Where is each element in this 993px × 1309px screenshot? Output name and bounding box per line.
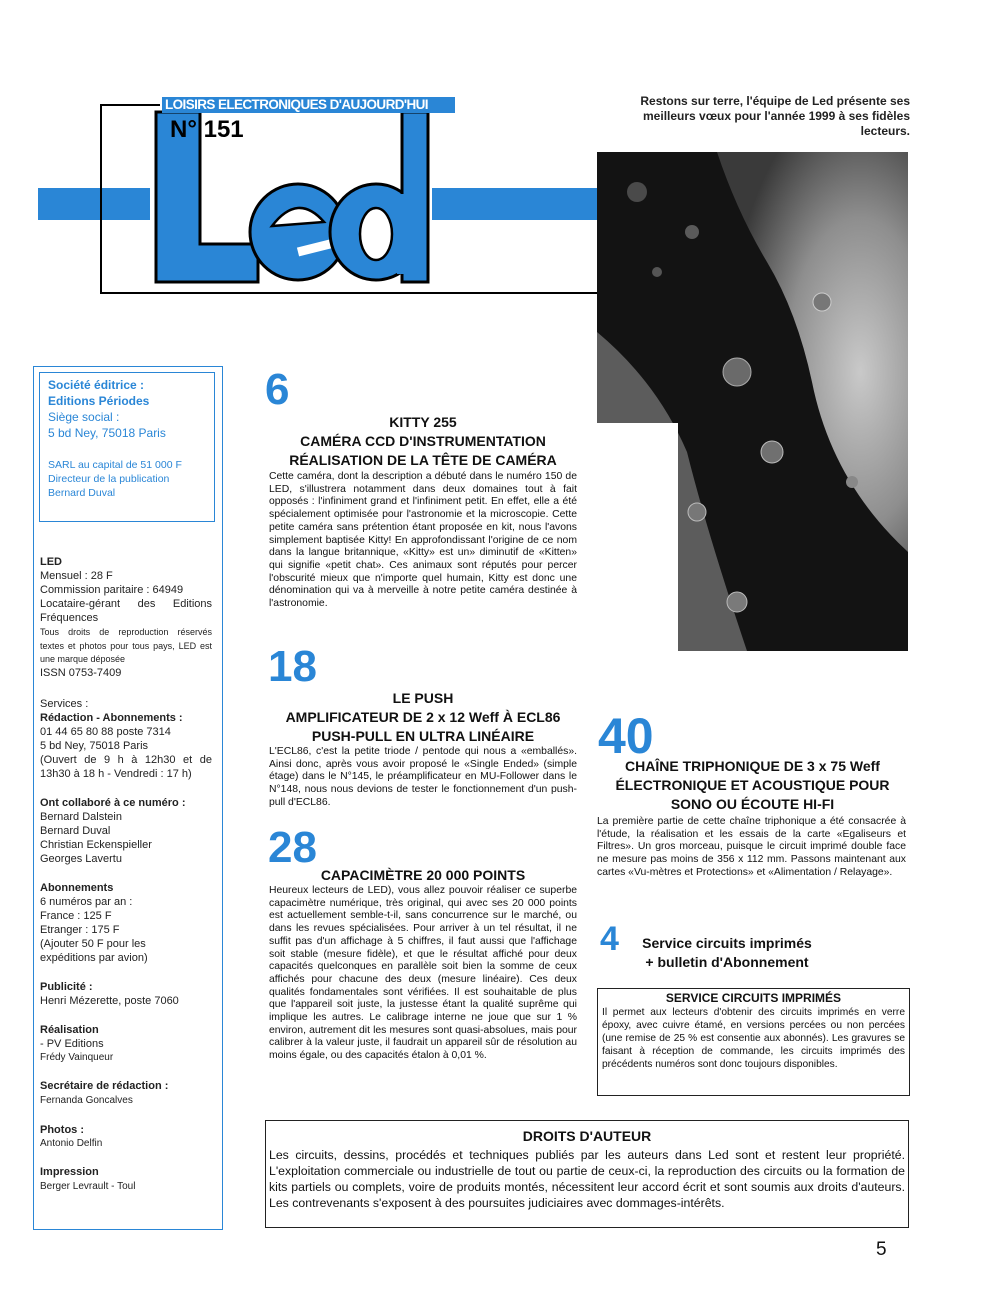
print-line: Berger Levrault - Toul <box>40 1181 136 1192</box>
copyright-title: DROITS D'AUTEUR <box>522 1128 652 1144</box>
copyright-box <box>265 1120 909 1228</box>
photo-notch <box>597 423 678 651</box>
logo-frame-bottom <box>100 292 620 294</box>
services-address: 5 bd Ney, 75018 Paris <box>40 740 149 752</box>
print-title: Impression <box>40 1166 99 1178</box>
abo-line-1: 6 numéros par an : <box>40 896 133 908</box>
service-heading-line-2: + bulletin d'Abonnement <box>645 954 809 970</box>
led-line-3: Locataire-gérant des Editions Fréquences <box>40 598 212 624</box>
publisher-label: Société éditrice : <box>48 378 145 392</box>
article-push-title-line-3: PUSH-PULL EN ULTRA LINÉAIRE <box>311 728 535 744</box>
hq-label: Siège social : <box>48 410 120 424</box>
photo-line: Antonio Delfin <box>40 1138 103 1149</box>
collab-name-4: Georges Lavertu <box>40 853 122 865</box>
article-push-body: L'ECL86, c'est la petite triode / pentode qui nous a «emballés». Ainsi donc, après vous avoir proposé le «Single Ended» (simple étage) dans le N°145, le préamplificateur en MU-Follower dans le N°148, nous nous devions de tester le fonctionnement d'un push-pull d'ECL86. <box>269 746 577 808</box>
pub-title: Publicité : <box>40 981 93 993</box>
led-title: LED <box>40 556 62 568</box>
editorial-sidebar <box>33 366 223 1230</box>
masthead-band-left <box>38 188 150 220</box>
article-kitty-title-line-1: KITTY 255 <box>389 414 457 430</box>
page-ref-40: 40 <box>598 708 654 764</box>
rights-note: Tous droits de reproduction réservés textes et photos pour tous pays, LED est une marque déposée <box>40 627 212 664</box>
greeting-text: Restons sur terre, l'équipe de Led présente ses meilleurs vœux pour l'année 1999 à ses fidèles lecteurs. <box>640 94 910 138</box>
article-chaine-title <box>597 757 908 814</box>
collab-name-1: Bernard Dalstein <box>40 811 122 823</box>
publisher-name: Editions Périodes <box>48 394 150 408</box>
article-kitty-title <box>265 413 581 470</box>
services-hours: (Ouvert de 9 h à 12h30 et de 13h30 à 18 h - Vendredi : 17 h) <box>40 754 212 780</box>
director-name: Bernard Duval <box>48 487 116 499</box>
article-kitty-title-line-3: RÉALISATION DE LA TÊTE DE CAMÉRA <box>289 452 557 468</box>
service-box <box>597 988 910 1096</box>
copyright-body: Les circuits, dessins, procédés et techniques publiés par les auteurs dans Led sont et restent leur propriété. L'exploitation commerciale ou industrielle de tout ou partie de ceux-ci, la reproduction des circuits ou la formation de kits partiels ou complets, voire de produits montés, nécessitent leur accord écrit et sont soumis aux droits d'auteurs. Les contrevenants s'exposent à des poursuites judiciaires avec dommages-intérêts. <box>269 1148 905 1210</box>
article-chaine-title-line-1: CHAÎNE TRIPHONIQUE DE 3 x 75 Weff <box>625 758 880 774</box>
services-phone: 01 44 65 80 88 poste 7314 <box>40 726 171 738</box>
article-push-title <box>265 689 581 746</box>
photo-title: Photos : <box>40 1124 84 1136</box>
issue-number: N° 151 <box>170 116 244 143</box>
real-title: Réalisation <box>40 1024 99 1036</box>
page-ref-28: 28 <box>268 823 317 872</box>
issn: ISSN 0753-7409 <box>40 667 122 679</box>
sec-line: Fernanda Goncalves <box>40 1095 133 1106</box>
page-number: 5 <box>876 1239 887 1260</box>
article-kitty-body: Cette caméra, dont la description a débuté dans le numéro 150 de LED, s'illustrera notamment dans deux domaines tout à fait opposés : l'infiniment grand et l'infiniment petit. En effet, elle a été spécialement optimisée pour l'astronomie et la microscopie. Cette petite caméra sans prétention étant proposée en kit, nous l'avons simplement baptisée Kitty! En approfondissant l'origine de ce nom dans la langue britannique, «Kitty» est un» diminutif de «Kitten» qui signifie «petit chat». Ces animaux sont réputés pour percer l'obscurité mieux que n'importe quel humain, Kitty est donc une dénomination qui va à merveille à notre petite caméra destinée à l'astronomie. <box>269 471 577 610</box>
led-line-2: Commission paritaire : 64949 <box>40 584 184 596</box>
masthead-band-right <box>432 188 598 220</box>
page-ref-6: 6 <box>265 365 290 414</box>
service-box-body: Il permet aux lecteurs d'obtenir des circuits imprimés en verre époxy, avec cuivre étamé, en versions percées ou non percées (une remise de 25 % est consentie aux abonnés). Les gravures se faisant à réception de commande, les circuits imprimés des précédents numéros sont donc toujours disponibles. <box>602 1007 905 1070</box>
article-push-title-line-1: LE PUSH <box>392 690 454 706</box>
collab-name-3: Christian Eckenspieller <box>40 839 152 851</box>
article-chaine-title-line-3: SONO OU ÉCOUTE HI-FI <box>670 796 835 812</box>
page-ref-4: 4 <box>600 920 619 958</box>
real-line-1: - PV Editions <box>40 1038 104 1050</box>
real-line-2: Frédy Vainqueur <box>40 1052 114 1063</box>
article-chaine-body: La première partie de cette chaîne triphonique a été consacrée à l'étude, la réalisation et les essais de la carte «Egaliseurs et Filtres». Un gros morceau, puisque le circuit imprimé double face ne mesure pas moins de 356 x 112 mm. Passons maintenant aux cartes «Vu-mètres et Protections» et «Alimentation / Relayage». <box>597 816 906 878</box>
sec-title: Secrétaire de rédaction : <box>40 1080 169 1092</box>
abo-line-3: Etranger : 175 F <box>40 924 120 936</box>
service-heading <box>632 934 822 972</box>
article-push-title-line-2: AMPLIFICATEUR DE 2 x 12 Weff À ECL86 <box>285 709 561 725</box>
abo-title: Abonnements <box>40 882 114 894</box>
director-label: Directeur de la publication <box>48 473 170 485</box>
collab-name-2: Bernard Duval <box>40 825 111 837</box>
abo-line-4: (Ajouter 50 F pour les expéditions par avion) <box>40 938 148 964</box>
abo-line-2: France : 125 F <box>40 910 112 922</box>
service-box-title: SERVICE CIRCUITS IMPRIMÉS <box>665 991 842 1005</box>
logo-frame-left <box>100 104 102 294</box>
pub-line: Henri Mézerette, poste 7060 <box>40 995 179 1007</box>
logo-frame-top <box>100 104 160 106</box>
hq-address: 5 bd Ney, 75018 Paris <box>48 426 166 440</box>
capital-line: SARL au capital de 51 000 F <box>48 459 182 471</box>
service-heading-line-1: Service circuits imprimés <box>642 935 812 951</box>
services-label: Services : <box>40 698 89 710</box>
page-ref-18: 18 <box>268 642 317 691</box>
article-capacimetre-title <box>265 866 581 885</box>
collab-title: Ont collaboré à ce numéro : <box>40 797 186 809</box>
services-title: Rédaction - Abonnements : <box>40 712 183 724</box>
article-chaine-title-line-2: ÉLECTRONIQUE ET ACOUSTIQUE POUR <box>615 777 890 793</box>
article-capacimetre-title-line-1: CAPACIMÈTRE 20 000 POINTS <box>320 867 526 883</box>
article-kitty-title-line-2: CAMÉRA CCD D'INSTRUMENTATION <box>300 433 546 449</box>
tagline: LOISIRS ELECTRONIQUES D'AUJOURD'HUI <box>162 97 455 113</box>
article-capacimetre-body: Heureux lecteurs de LED), vous allez pouvoir réaliser ce superbe capacimètre numérique, très original, qui avec ses 20 000 points est actuellement semble-t-il, sans concurrence sur le marché, ou dans les revues spécialisées. Pour arriver à un tel résultat, il ne suffit pas d'un affichage à 5 chiffres, il faut aussi que l'affichage soit stable (mesure fidèle), et que le résultat affiché pour deux capacités quelconques en parallèle soit bien la somme de ceux affichés pour chacune des deux (mesure linéaire). Ces deux qualités fondamentales sont vérifiées. Il est souhaitable de plus que l'appareil soit juste, la justesse étant la qualité suprême qui implique les autres. Le calibrage interne ne joue que sur 1 % environ, autrement dit les mesures sont quasi-absolues, mais pour calibrer à la valeur juste, il faudrait un appareil sûr de résolution au moins égale, ou des capacités étalon à 0,01 %. <box>269 885 577 1062</box>
led-line-1: Mensuel : 28 F <box>40 570 113 582</box>
